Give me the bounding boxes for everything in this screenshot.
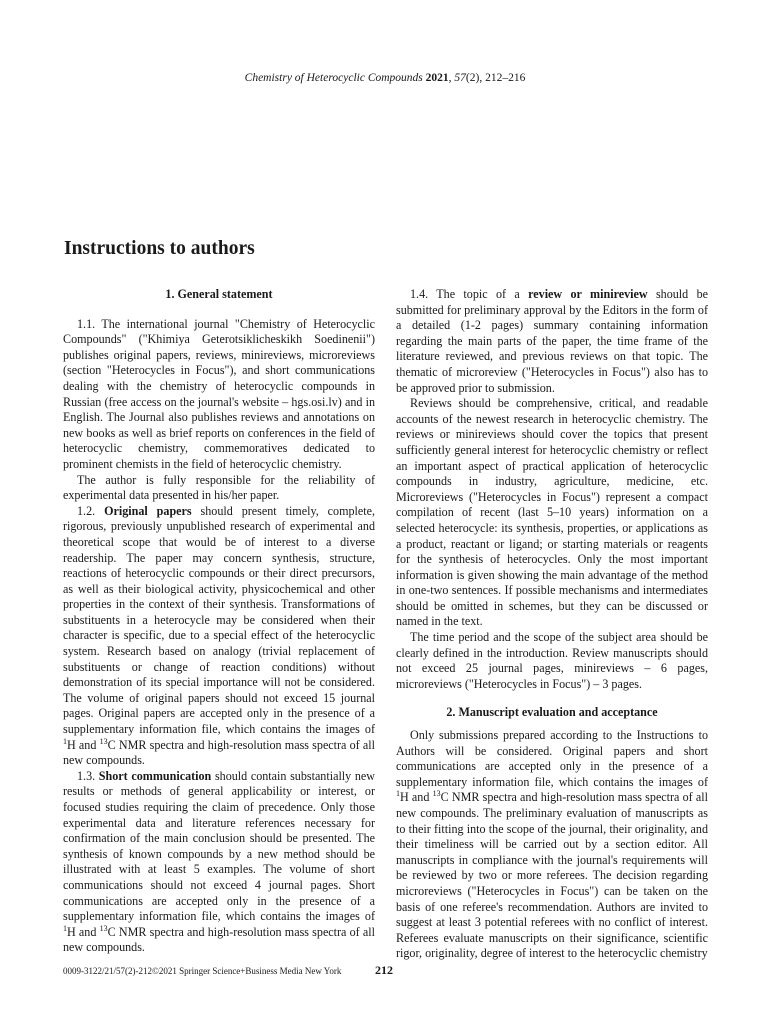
journal-issue-pages: (2), 212–216 [465,72,526,84]
paragraph-reviews: Reviews should be comprehensive, critical, and readable accounts of the newest research in heterocyclic chemistry. The reviews or minireviews should cover the topics that present sufficiently general interest for heterocyclic chemistry or reflect an important aspect of practical application of heterocyclic compounds in industry, agriculture, medicine, etc. Microreviews ("Heterocycles in Focus") represent a compact compilation of recent (last 5–10 years) information on a selected heterocycle: its synthesis, properties, or applications as a product, reactant or ligand; or starting materials or reagents for the synthesis of heterocycles. Only the most important information is given showing the main advantage of the method in one-two sentences. If possible mechanisms and intermediates should be omitted in schemes, but they can be discussed or named in the text. [396,396,708,629]
short-communication-term: Short communication [98,768,212,783]
page-title: Instructions to authors [64,238,255,259]
journal-name: Chemistry of Heterocyclic Compounds [244,72,423,84]
footer-copyright: 0009-3122/21/57(2)-212©2021 Springer Science+Business Media New York [63,966,342,976]
paragraph-2-1: Only submissions prepared according to the Instructions to Authors will be considered. Original papers and short communications are accepted only in the presence of a supplementary information file, which contains the images of $^1$H and $^{13}$C NMR spectra and high-resolution mass spectra of all new compounds. The preliminary evaluation of manuscripts as to their fitting into the scope of the journal, their originality, and their timeliness will be carried out by a section editor. All manuscripts in compliance with the journal's requirements will be reviewed by two or more referees. The decision regarding microreviews ("Heterocycles in Focus") can be taken on the basis of one referee's recommendation. Authors are invited to suggest at least 3 potential referees with no conflict of interest. Referees evaluate manuscripts on their significance, scientific rigor, originality, degree of interest to the heterocyclic chemistry [396,728,708,961]
paragraph-1-2: 1.2. Original papers should present timely, complete, rigorous, previously unpublished research of experimental and theoretical scope that would be of interest to a diverse readership. The paper may concern synthesis, structure, reactions of heterocyclic compounds or their direct precursors, as well as their biological activity, physicochemical and other properties in the context of their synthesis. Transformations of substituents in a heterocycle may be considered when their character is specific, due to a special effect of the heterocyclic system. Research based on analogy (trivial replacement of substituents or change of reaction conditions) without demonstration of its special importance will not be considered. The volume of original papers should not exceed 15 journal pages. Original papers are accepted only in the presence of a supplementary information file, which contains the images of $^1$H and $^{13}$C NMR spectra and high-resolution mass spectra of all new compounds. [63,503,375,768]
section-heading-evaluation: 2. Manuscript evaluation and acceptance [446,705,658,720]
section-heading-general: 1. General statement [165,287,273,301]
left-column [63,287,375,956]
paragraph-1-1: 1.1. The international journal "Chemistry of Heterocyclic Compounds" ("Khimiya Geterotsiklicheskikh Soedinenii") publishes original papers, reviews, minireviews, microreviews (section "Heterocycles in Focus"), and short communications dealing with the chemistry of heterocyclic compounds in Russian (free access on the journal's website – hgs.osi.lv) and in English. The Journal also publishes reviews and annotations on new books as well as brief reports on conferences in the field of heterocyclic chemistry, commemoratives dedicated to prominent chemists in the field of heterocyclic chemistry. [63,316,375,471]
right-column [396,287,708,962]
journal-volume: 57 [454,72,466,84]
paragraph-1-3: 1.3. Short communication should contain substantially new results or methods of general applicability or interest, or focused studies requiring the claim of precedence. Only those experimental data and literature references necessary for confirmation of the main conclusion should be presented. The synthesis of known compounds by a new method should be illustrated with at least 5 examples. The volume of short communications should not exceed 4 journal pages. Short communications are accepted only in the presence of a supplementary information file, which contains the images of $^1$H and $^{13}$C NMR spectra and high-resolution mass spectra of all new compounds. [63,768,376,955]
journal-year: 2021 [425,72,449,84]
paragraph-1-4: 1.4. The topic of a review or minireview should be submitted for preliminary approval by the Editors in the form of a detailed (1-2 pages) summary containing information regarding the main parts of the paper, the time frame of the literature reviewed, and previous reviews on that topic. The thematic of microreview ("Heterocycles in Focus") also has to be approved prior to submission. [396,287,708,395]
running-head: Chemistry of Heterocyclic Compounds 2021, 57(2), 212–216 [244,72,526,84]
review-term: review or minireview [528,287,648,301]
paragraph-time-period: The time period and the scope of the subject area should be clearly defined in the introduction. Review manuscripts should not exceed 25 journal pages, minireviews – 6 pages, microreviews ("Heterocycles in Focus") – 3 pages. [396,630,708,691]
page-number: 212 [375,963,393,977]
paragraph-responsibility: The author is fully responsible for the reliability of experimental data presented in his/her paper. [63,472,375,503]
original-papers-term: Original papers [104,503,192,518]
